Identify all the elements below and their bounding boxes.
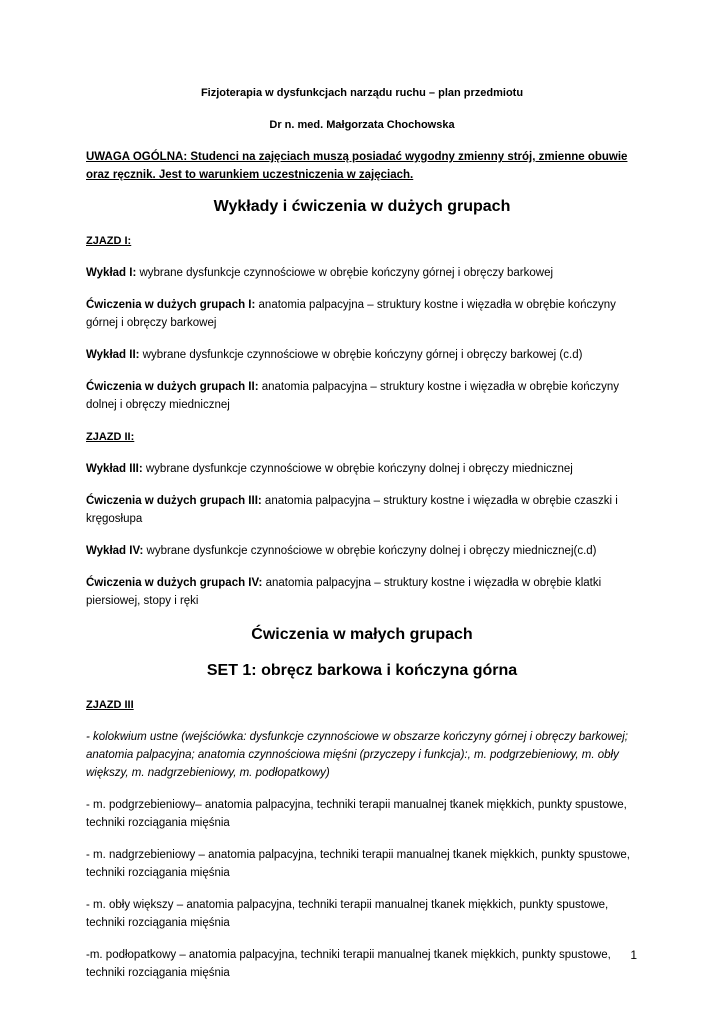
zjazd-1-item xyxy=(86,378,638,414)
muscle-item: - m. obły większy – anatomia palpacyjna, techniki terapii manualnej tkanek miękkich, punkty spustowe, techniki rozciągania mięśnia xyxy=(86,899,609,929)
zjazd-2-item xyxy=(86,542,638,560)
zjazd-2-item xyxy=(86,492,638,528)
zjazd-1-label: ZJAZD I: xyxy=(86,235,132,247)
zjazd-2-item xyxy=(86,574,638,610)
item-text: wybrane dysfunkcje czynnościowe w obrębie kończyny górnej i obręczy barkowej (c.d) xyxy=(139,349,583,361)
item-bold-label: Wykład III: xyxy=(86,463,143,475)
item-text: wybrane dysfunkcje czynnościowe w obrębie kończyny dolnej i obręczy miednicznej xyxy=(142,463,573,475)
kolokwium-item: - kolokwium ustne (wejściówka: dysfunkcje czynnościowe w obszarze kończyny górnej i obręczy barkowej; anatomia palpacyjna; anatomia czynnościowa mięśni (przyczepy i funkcja):, m. podgrzebieniowy, m. obły większy, m. nadgrzebieniowy, m. podłopatkowy) xyxy=(86,731,628,779)
item-bold-label: Wykład II: xyxy=(86,349,140,361)
item-bold-label: Ćwiczenia w dużych grupach II: xyxy=(86,381,259,393)
general-notice: UWAGA OGÓLNA: Studenci na zajęciach muszą posiadać wygodny zmienny strój, zmienne obuwie oraz ręcznik. Jest to warunkiem uczestniczenia w zajęciach. xyxy=(86,151,628,181)
muscle-item: - m. nadgrzebieniowy – anatomia palpacyjna, techniki terapii manualnej tkanek miękkich, punkty spustowe, techniki rozciągania mięśnia xyxy=(86,849,630,879)
zjazd-2-label: ZJAZD II: xyxy=(86,431,135,443)
item-text: wybrane dysfunkcje czynnościowe w obrębie kończyny górnej i obręczy barkowej xyxy=(136,267,554,279)
muscle-item: - m. podgrzebieniowy– anatomia palpacyjna, techniki terapii manualnej tkanek miękkich, punkty spustowe, techniki rozciągania mięśnia xyxy=(86,799,627,829)
zjazd-1-item xyxy=(86,296,638,332)
zjazd-3-label: ZJAZD III xyxy=(86,699,134,711)
zjazd-2-item xyxy=(86,460,638,478)
item-text: wybrane dysfunkcje czynnościowe w obrębie kończyny dolnej i obręczy miednicznej(c.d) xyxy=(143,545,597,557)
item-text: anatomia palpacyjna – struktury kostne i więzadła w obrębie klatki piersiowej, stopy i ręki xyxy=(86,577,602,607)
item-bold-label: Ćwiczenia w dużych grupach IV: xyxy=(86,577,263,589)
muscle-item: -m. podłopatkowy – anatomia palpacyjna, techniki terapii manualnej tkanek miękkich, punkty spustowe, techniki rozciągania mięśnia xyxy=(86,949,611,979)
item-bold-label: Ćwiczenia w dużych grupach III: xyxy=(86,495,262,507)
document-content xyxy=(86,84,638,982)
page-number: 1 xyxy=(630,948,637,962)
item-bold-label: Wykład I: xyxy=(86,267,137,279)
document-author: Dr n. med. Małgorzata Chochowska xyxy=(269,119,455,131)
item-bold-label: Wykład IV: xyxy=(86,545,144,557)
item-text: anatomia palpacyjna – struktury kostne i więzadła w obrębie czaszki i kręgosłupa xyxy=(86,495,618,525)
item-bold-label: Ćwiczenia w dużych grupach I: xyxy=(86,299,256,311)
zjazd-1-item xyxy=(86,264,638,282)
item-text: anatomia palpacyjna – struktury kostne i więzadła w obrębie kończyny górnej i obręczy barkowej xyxy=(86,299,616,329)
set-1-heading: SET 1: obręcz barkowa i kończyna górna xyxy=(206,662,518,679)
section-heading-small-groups: Ćwiczenia w małych grupach xyxy=(251,626,473,643)
document-title: Fizjoterapia w dysfunkcjach narządu ruchu – plan przedmiotu xyxy=(200,87,524,99)
section-heading-lectures: Wykłady i ćwiczenia w dużych grupach xyxy=(213,198,511,215)
item-text: anatomia palpacyjna – struktury kostne i więzadła w obrębie kończyny dolnej i obręczy miednicznej xyxy=(86,381,620,411)
zjazd-1-item xyxy=(86,346,638,364)
